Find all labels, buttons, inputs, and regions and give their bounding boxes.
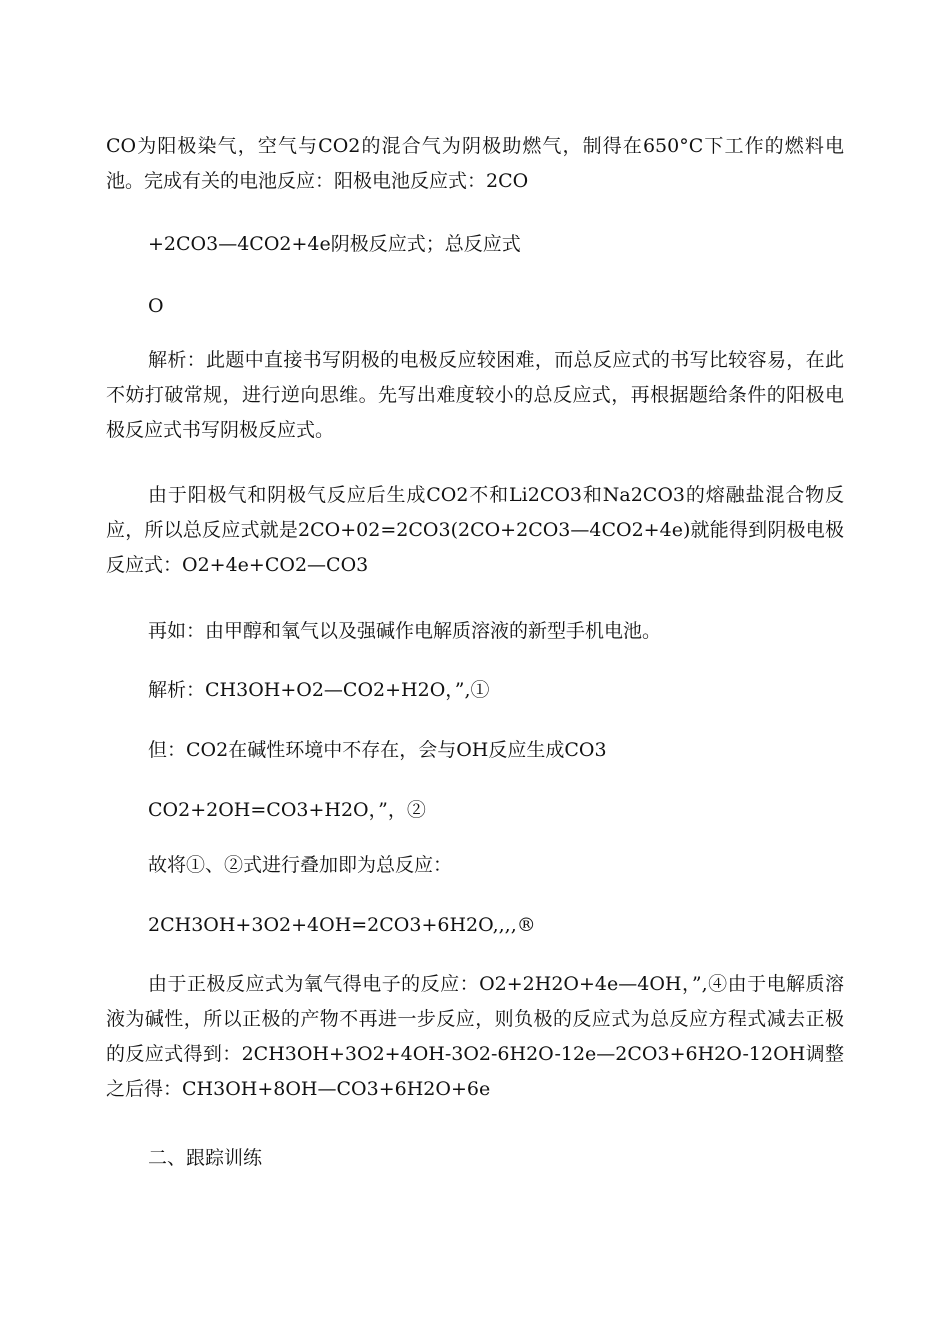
paragraph-total-reaction: 由于阳极气和阴极气反应后生成CO2不和Li2CO3和Na2CO3的熔融盐混合物反应，所以总反应式就是2CO+02=2CO3(2CO+2CO3—4CO2+4e)就能得到阴极电极反应式：O2+4e+CO2—CO3 <box>106 484 844 576</box>
paragraph-analysis-equation-1: 解析：CH3OH+O2—CO2+H2O，”,① <box>148 679 490 701</box>
paragraph-oxygen-fragment: O <box>148 295 164 317</box>
paragraph-positive-electrode: 由于正极反应式为氧气得电子的反应：O2+2H2O+4e—4OH，”,④由于电解质溶液为碱性，所以正极的产物不再进一步反应，则负极的反应式为总反应方程式减去正极的反应式得到：2CH3OH+3O2+4OH-3O2-6H2O-12e—2CO3+6H2O-12OH调整之后得：CH3OH+8OH—CO3+6H2O+6e <box>106 973 844 1100</box>
paragraph-methanol-example: 再如：由甲醇和氧气以及强碱作电解质溶液的新型手机电池。 <box>148 620 662 642</box>
paragraph-analysis-1: 解析：此题中直接书写阴极的电极反应较困难，而总反应式的书写比较容易，在此不妨打破常规，进行逆向思维。先写出难度较小的总反应式，再根据题给条件的阳极电极反应式书写阴极反应式。 <box>106 349 844 441</box>
paragraph-combine: 故将①、②式进行叠加即为总反应： <box>148 854 453 876</box>
paragraph-equation-2: CO2+2OH=CO3+H2O，”，② <box>148 799 426 821</box>
paragraph-fuel-cell-intro: CO为阳极染气，空气与CO2的混合气为阴极助燃气，制得在650°C下工作的燃料电池。完成有关的电池反应：阳极电池反应式：2CO <box>106 135 844 192</box>
paragraph-total-equation: 2CH3OH+3O2+4OH=2CO3+6H2O,,,,® <box>148 914 536 936</box>
section-heading-training: 二、跟踪训练 <box>148 1147 263 1169</box>
paragraph-co2-alkaline: 但：CO2在碱性环境中不存在，会与OH反应生成CO3 <box>148 739 607 761</box>
paragraph-anode-equation: +2CO3—4CO2+4e阴极反应式；总反应式 <box>148 233 521 255</box>
